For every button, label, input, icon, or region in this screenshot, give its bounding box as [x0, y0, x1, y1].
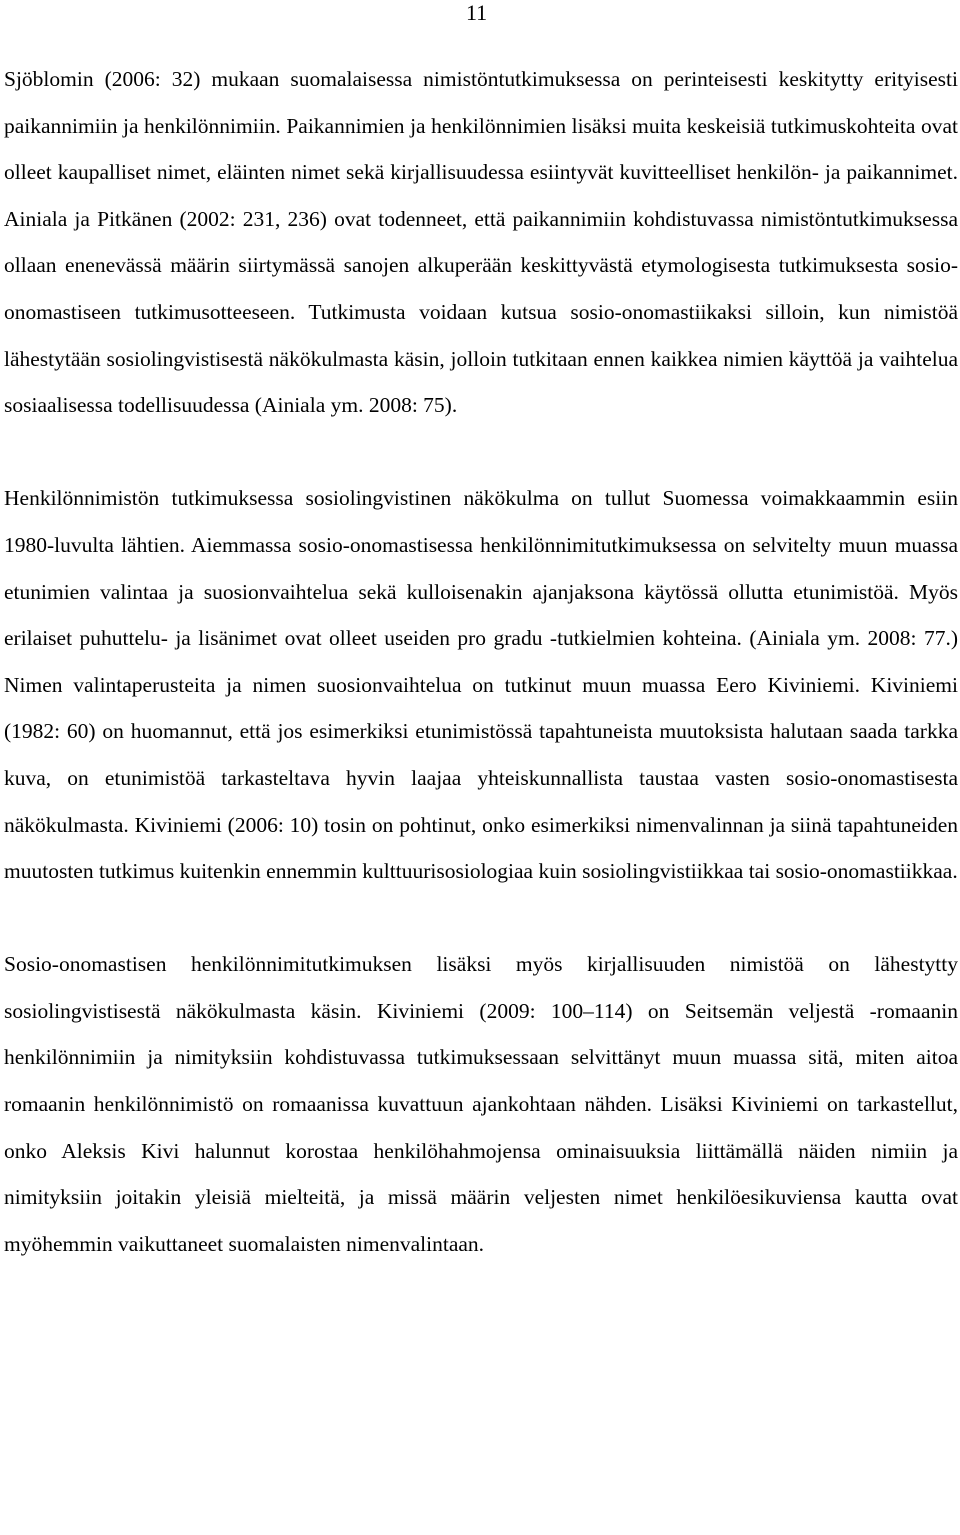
document-body [4, 56, 958, 1267]
paragraph-1: Sjöblomin (2006: 32) mukaan suomalaisessa nimistöntutkimuksessa on perinteisesti keskitytty erityisesti paikannimiin ja henkilönnimiin. Paikannimien ja henkilönnimien lisäksi muita keskeisiä tutkimuskohteita ovat olleet kaupalliset nimet, eläinten nimet sekä kirjallisuudessa esiintyvät kuvitteelliset henkilön- ja paikannimet. Ainiala ja Pitkänen (2002: 231, 236) ovat todenneet, että paikannimiin kohdistuvassa nimistöntutkimuksessa ollaan enenevässä määrin siirtymässä sanojen alkuperään keskittyvästä etymologisesta tutkimuksesta sosio-onomastiseen tutkimusotteeseen. Tutkimusta voidaan kutsua sosio-onomastiikaksi silloin, kun nimistöä lähestytään sosiolingvistisestä näkökulmasta käsin, jolloin tutkitaan ennen kaikkea nimien käyttöä ja vaihtelua sosiaalisessa todellisuudessa (Ainiala ym. 2008: 75). [4, 67, 958, 418]
page-number: 11 [466, 0, 488, 25]
paragraph-2: Henkilönnimistön tutkimuksessa sosiolingvistinen näkökulma on tullut Suomessa voimakkaammin esiin 1980-luvulta lähtien. Aiemmassa sosio-onomastisessa henkilönnimitutkimuksessa on selvitelty muun muassa etunimien valintaa ja suosionvaihtelua sekä kulloisenakin ajanjaksona käytössä ollutta etunimistöä. Myös erilaiset puhuttelu- ja lisänimet ovat olleet useiden pro gradu -tutkielmien kohteina. (Ainiala ym. 2008: 77.) Nimen valintaperusteita ja nimen suosionvaihtelua on tutkinut muun muassa Eero Kiviniemi. Kiviniemi (1982: 60) on huomannut, että jos esimerkiksi etunimistössä tapahtuneista muutoksista halutaan saada tarkka kuva, on etunimistöä tarkasteltava hyvin laajaa yhteiskunnallista taustaa vasten sosio-onomastisesta näkökulmasta. Kiviniemi (2006: 10) tosin on pohtinut, onko esimerkiksi nimenvalinnan ja siinä tapahtuneiden muutosten tutkimus kuitenkin ennemmin kulttuurisosiologiaa kuin sosiolingvistiikkaa tai sosio-onomastiikkaa. [4, 486, 958, 884]
paragraph-3: Sosio-onomastisen henkilönnimitutkimuksen lisäksi myös kirjallisuuden nimistöä on lähestytty sosiolingvistisestä näkökulmasta käsin. Kiviniemi (2009: 100–114) on Seitsemän veljestä -romaanin henkilönnimiin ja nimityksiin kohdistuvassa tutkimuksessaan selvittänyt muun muassa sitä, miten aitoa romaanin henkilönnimistö on romaanissa kuvattuun ajankohtaan nähden. Lisäksi Kiviniemi on tarkastellut, onko Aleksis Kivi halunnut korostaa henkilöhahmojensa ominaisuuksia liittämällä näiden nimiin ja nimityksiin joitakin yleisiä mielteitä, ja missä määrin veljesten nimet henkilöesikuviensa kautta ovat myöhemmin vaikuttaneet suomalaisten nimenvalintaan. [4, 952, 958, 1256]
